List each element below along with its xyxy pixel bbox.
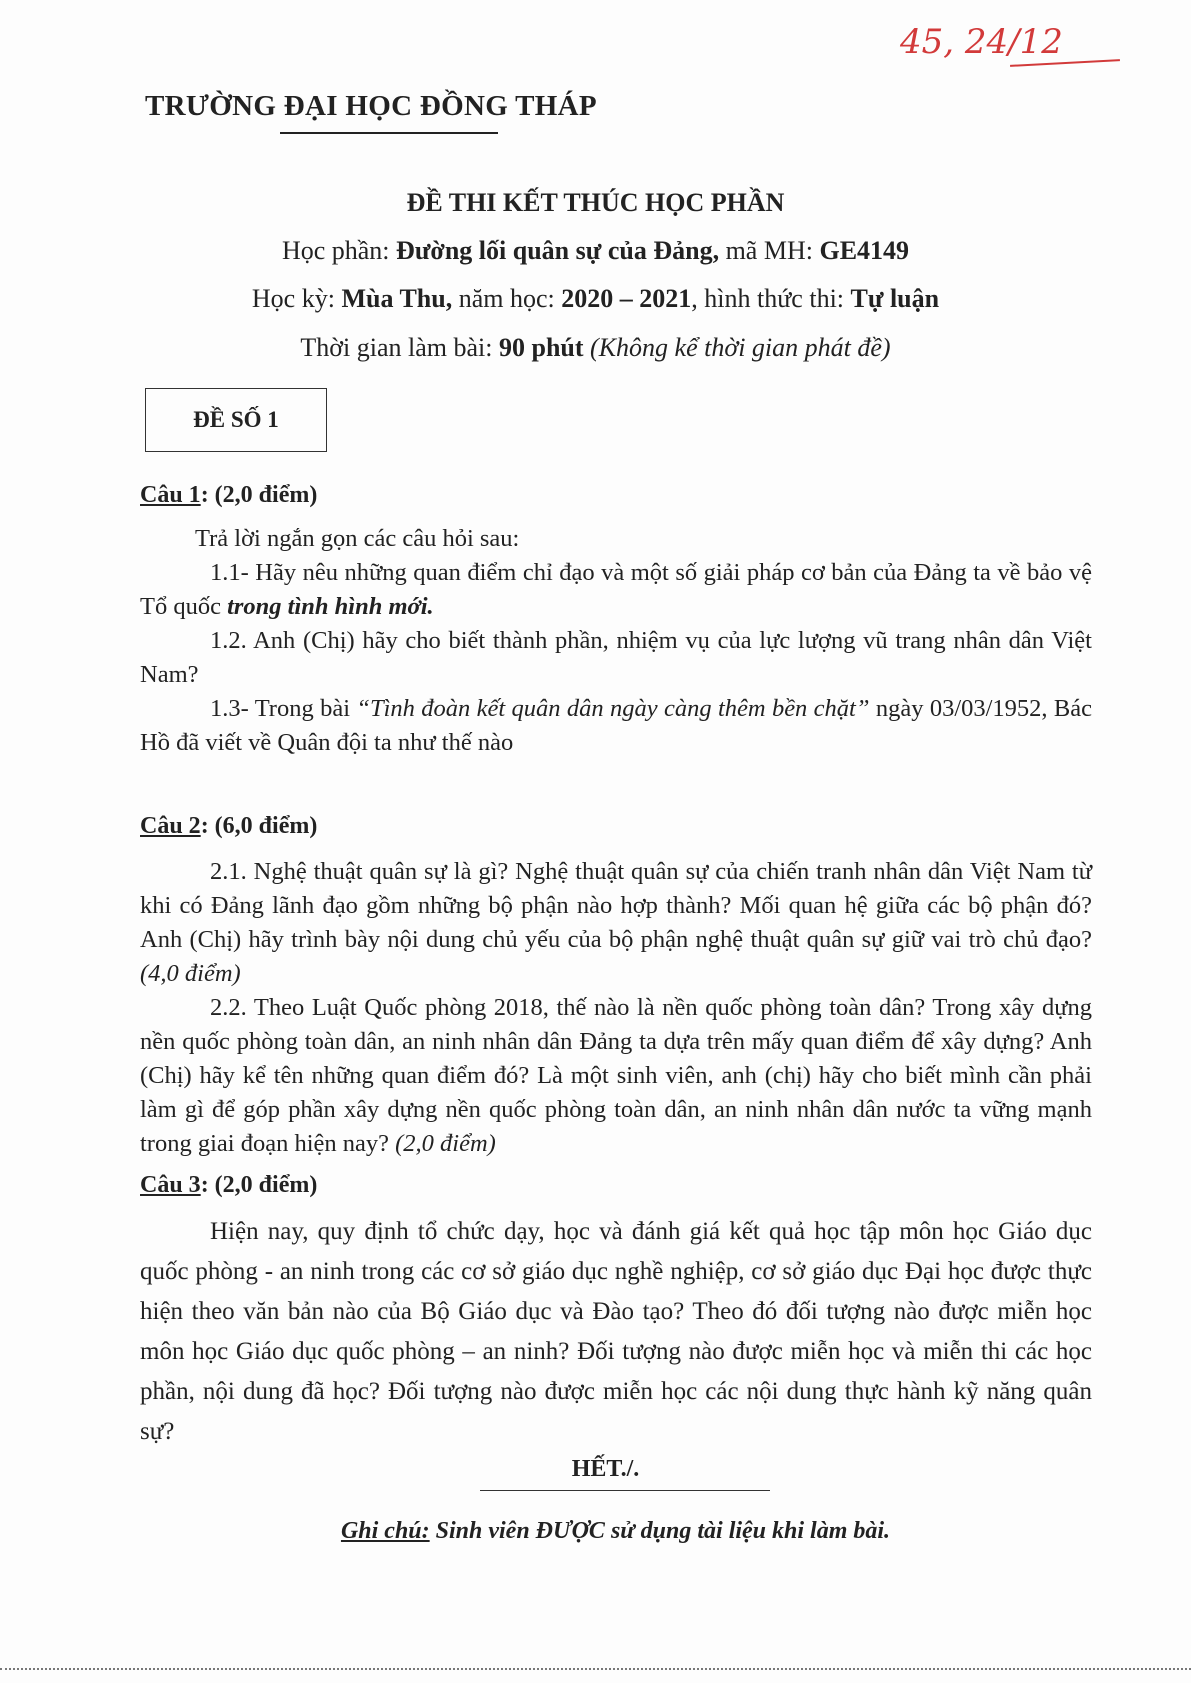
q2-item-2 — [140, 991, 1092, 1161]
course-line — [0, 236, 1191, 266]
footnote-text: Sinh viên ĐƯỢC sử dụng tài liệu khi làm bài. — [429, 1518, 891, 1544]
q2-heading — [140, 813, 317, 840]
scan-edge-line — [0, 1668, 1191, 1670]
q1-item-1-emphasis: trong tình hình mới. — [227, 593, 434, 620]
q2-item-1-text: 2.1. Nghệ thuật quân sự là gì? Nghệ thuật quân sự của chiến tranh nhân dân Việt Nam từ khi có Đảng lãnh đạo gồm những bộ phận nào hợp thành? Mối quan hệ giữa các bộ phận đó? Anh (Chị) hãy trình bày nội dung chủ yếu của bộ phận nghệ thuật quân sự giữ vai trò chủ đạo? — [140, 858, 1092, 953]
end-line — [480, 1490, 770, 1491]
q3-points: : (2,0 điểm) — [200, 1172, 318, 1198]
time-label: Thời gian làm bài: — [300, 333, 499, 362]
school-name: TRƯỜNG ĐẠI HỌC ĐỒNG THÁP — [145, 90, 597, 122]
form-value: Tự luận — [850, 284, 940, 313]
course-label: Học phần: — [281, 236, 397, 265]
q1-item-1-text: 1.1- Hãy nêu những quan điểm chỉ đạo và một số giải pháp cơ bản của Đảng ta về bảo vệ Tổ quốc — [140, 559, 1092, 620]
school-underline — [280, 132, 498, 134]
footnote — [0, 1518, 1191, 1545]
q1-item-3-text-a: 1.3- Trong bài — [210, 695, 357, 722]
term-label: Học kỳ: — [251, 284, 342, 313]
exam-title: ĐỀ THI KẾT THÚC HỌC PHẦN — [406, 188, 785, 217]
course-code: GE4149 — [819, 236, 910, 265]
q1-item-3-title: “Tình đoàn kết quân dân ngày càng thêm bền chặt” — [356, 695, 870, 722]
q1-item-2: 1.2. Anh (Chị) hãy cho biết thành phần, nhiệm vụ của lực lượng vũ trang nhân dân Việt Nam? — [140, 627, 1092, 688]
q3-body — [140, 1212, 1092, 1452]
term-value: Mùa Thu, — [341, 284, 453, 313]
q3-label: Câu 3 — [140, 1172, 201, 1198]
q2-label: Câu 2 — [140, 813, 201, 839]
q2-item-1 — [140, 855, 1092, 991]
q1-item-3-text-b: ngày 03/03/1952, Bác Hồ đã viết về Quân đội ta như thế nào — [140, 695, 1093, 756]
term-line — [0, 284, 1191, 314]
year-label: năm học: — [452, 284, 562, 313]
q1-item-1 — [140, 556, 1092, 624]
time-value: 90 phút — [498, 333, 584, 362]
footnote-label: Ghi chú: — [340, 1518, 430, 1544]
course-name: Đường lối quân sự của Đảng, — [396, 236, 720, 265]
handwritten-note: 45, 24/12 — [900, 22, 1063, 62]
q1-points: : (2,0 điểm) — [200, 482, 318, 508]
q2-body — [140, 855, 1092, 1161]
q1-item-3 — [140, 692, 1092, 760]
q3-heading — [140, 1172, 317, 1199]
course-code-label: mã MH: — [719, 236, 820, 265]
q1-body — [140, 522, 1092, 760]
q2-item-1-points: (4,0 điểm) — [140, 960, 241, 987]
exam-number: ĐỀ SỐ 1 — [193, 407, 279, 432]
year-value: 2020 – 2021 — [561, 284, 692, 313]
q2-item-2-points: (2,0 điểm) — [395, 1130, 496, 1157]
q1-label: Câu 1 — [140, 482, 201, 508]
q3-item-1: Hiện nay, quy định tổ chức dạy, học và đánh giá kết quả học tập môn học Giáo dục quốc phòng - an ninh trong các cơ sở giáo dục nghề nghiệp, cơ sở giáo dục Đại học được thực hiện theo văn bản nào của Bộ Giáo dục và Đào tạo? Theo đó đối tượng nào được miễn học môn học Giáo dục quốc phòng – an ninh? Đối tượng nào được miễn học và miễn thi các học phần, nội dung đã học? Đối tượng nào được miễn học các nội dung thực hành kỹ năng quân sự? — [140, 1218, 1092, 1445]
q1-heading — [140, 482, 317, 509]
form-label: , hình thức thi: — [691, 284, 851, 313]
time-note: (Không kể thời gian phát đề) — [583, 333, 891, 362]
exam-number-box — [145, 388, 327, 452]
time-line — [0, 333, 1191, 363]
end-marker: HẾT./. — [571, 1456, 640, 1482]
q2-points: : (6,0 điểm) — [200, 813, 318, 839]
q2-item-2-text: 2.2. Theo Luật Quốc phòng 2018, thế nào là nền quốc phòng toàn dân? Trong xây dựng nền quốc phòng toàn dân, an ninh nhân dân Đảng ta dựa trên mấy quan điểm để xây dựng? Anh (Chị) hãy kể tên những quan điểm đó? Là một sinh viên, anh (chị) hãy cho biết mình cần phải làm gì để góp phần xây dựng nền quốc phòng toàn dân, an ninh nhân dân nước ta vững mạnh trong giai đoạn hiện nay? — [140, 994, 1092, 1157]
q1-intro: Trả lời ngắn gọn các câu hỏi sau: — [195, 525, 520, 552]
